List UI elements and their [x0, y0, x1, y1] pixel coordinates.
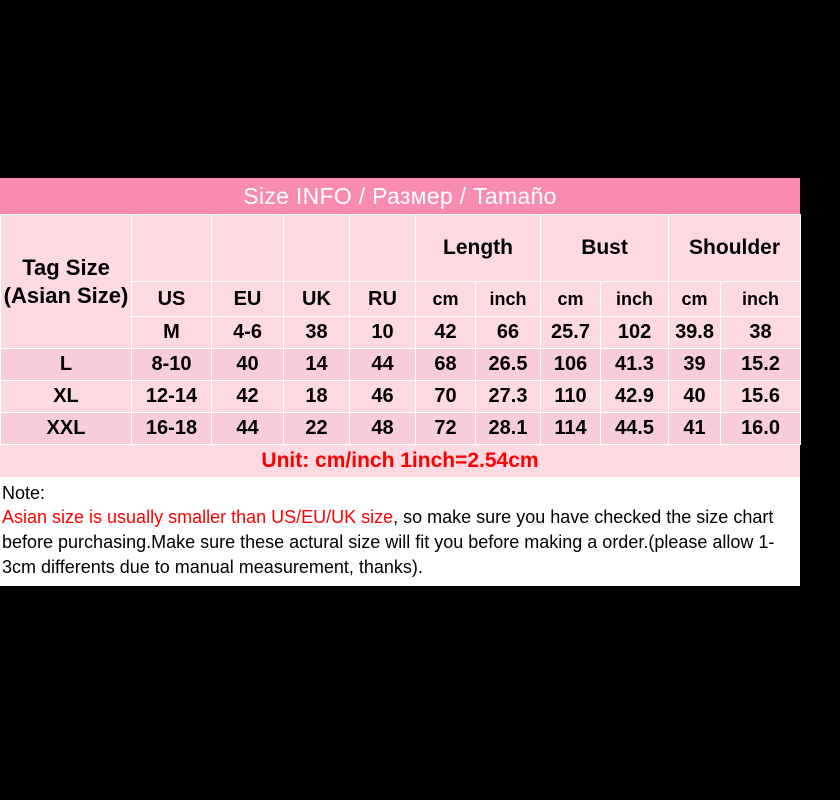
header-us: US: [132, 282, 212, 317]
cell-ru: 48: [350, 413, 416, 445]
shoulder-group-header: Shoulder: [669, 215, 801, 282]
cell-bust-cm: 102: [601, 317, 669, 349]
cell-shoulder-cm: 40: [669, 381, 721, 413]
cell-bust-cm: 114: [541, 413, 601, 445]
cell-eu: 40: [212, 349, 284, 381]
cell-us: 8-10: [132, 349, 212, 381]
cell-length-inch: 28.1: [476, 413, 541, 445]
cell-uk: 10: [350, 317, 416, 349]
header-bust-inch: inch: [601, 282, 669, 317]
table-row: [1, 413, 801, 445]
cell-tag: M: [132, 317, 212, 349]
note-title: Note:: [2, 483, 46, 503]
length-group-header: Length: [416, 215, 541, 282]
cell-length-cm: 72: [416, 413, 476, 445]
cell-uk: 14: [284, 349, 350, 381]
note-red-text: Asian size is usually smaller than US/EU/UK size: [2, 507, 394, 527]
cell-tag: L: [1, 349, 132, 381]
table-row: M 4-6 38 10 42 66 25.7 102 39.8 38 14.8: [1, 317, 801, 349]
cell-tag: XL: [1, 381, 132, 413]
cell-bust-inch: 44.5: [601, 413, 669, 445]
cell-ru: 44: [350, 349, 416, 381]
blank-header-us: [132, 215, 212, 282]
header-length-inch: inch: [476, 282, 541, 317]
cell-length-inch: 26.5: [476, 349, 541, 381]
unit-conversion-note: Unit: cm/inch 1inch=2.54cm: [0, 445, 800, 477]
header-shoulder-inch: inch: [721, 282, 801, 317]
note-box: [0, 477, 800, 586]
header-bust-cm: cm: [541, 282, 601, 317]
cell-us: 12-14: [132, 381, 212, 413]
cell-bust-cm: 106: [541, 349, 601, 381]
note-body: [2, 505, 798, 580]
cell-uk: 22: [284, 413, 350, 445]
table-row: [1, 349, 801, 381]
cell-bust-inch: 41.3: [601, 349, 669, 381]
cell-tag: XXL: [1, 413, 132, 445]
header-shoulder-cm: cm: [669, 282, 721, 317]
cell-eu: 44: [212, 413, 284, 445]
bust-group-header: Bust: [541, 215, 669, 282]
blank-header-ru: [350, 215, 416, 282]
cell-shoulder-inch: 16.0: [721, 413, 801, 445]
table-row: [1, 381, 801, 413]
header-ru: RU: [350, 282, 416, 317]
cell-shoulder-inch: 15.6: [721, 381, 801, 413]
size-info-banner: Size INFO / Размер / Tamaño: [0, 178, 800, 214]
note-rest-text: , so make sure you have checked the size chart before purchasing.Make sure these actural size will fit you before making a order.(please allow 1-3cm differents due to manual measurement, thanks).: [2, 507, 775, 577]
cell-bust-inch: 42.9: [601, 381, 669, 413]
cell-shoulder-cm: 41: [669, 413, 721, 445]
cell-length-cm: 66: [476, 317, 541, 349]
cell-eu: 38: [284, 317, 350, 349]
table-header-row-groups: [1, 215, 801, 282]
cell-length-cm: 70: [416, 381, 476, 413]
header-eu: EU: [212, 282, 284, 317]
cell-shoulder-inch: 15.2: [721, 349, 801, 381]
cell-ru: 42: [416, 317, 476, 349]
tag-size-header: Tag Size (Asian Size): [1, 215, 132, 349]
header-length-cm: cm: [416, 282, 476, 317]
cell-us: 16-18: [132, 413, 212, 445]
cell-eu: 42: [212, 381, 284, 413]
blank-header-eu: [212, 215, 284, 282]
cell-length-cm: 68: [416, 349, 476, 381]
cell-uk: 18: [284, 381, 350, 413]
cell-shoulder-cm: 39: [669, 349, 721, 381]
cell-length-inch: 25.7: [541, 317, 601, 349]
cell-bust-cm: 110: [541, 381, 601, 413]
cell-us: 4-6: [212, 317, 284, 349]
cell-ru: 46: [350, 381, 416, 413]
cell-bust-inch: 39.8: [669, 317, 721, 349]
cell-length-inch: 27.3: [476, 381, 541, 413]
header-uk: UK: [284, 282, 350, 317]
size-chart-block: [0, 178, 840, 586]
blank-header-uk: [284, 215, 350, 282]
cell-shoulder-cm: 38: [721, 317, 801, 349]
size-table: [0, 214, 840, 445]
